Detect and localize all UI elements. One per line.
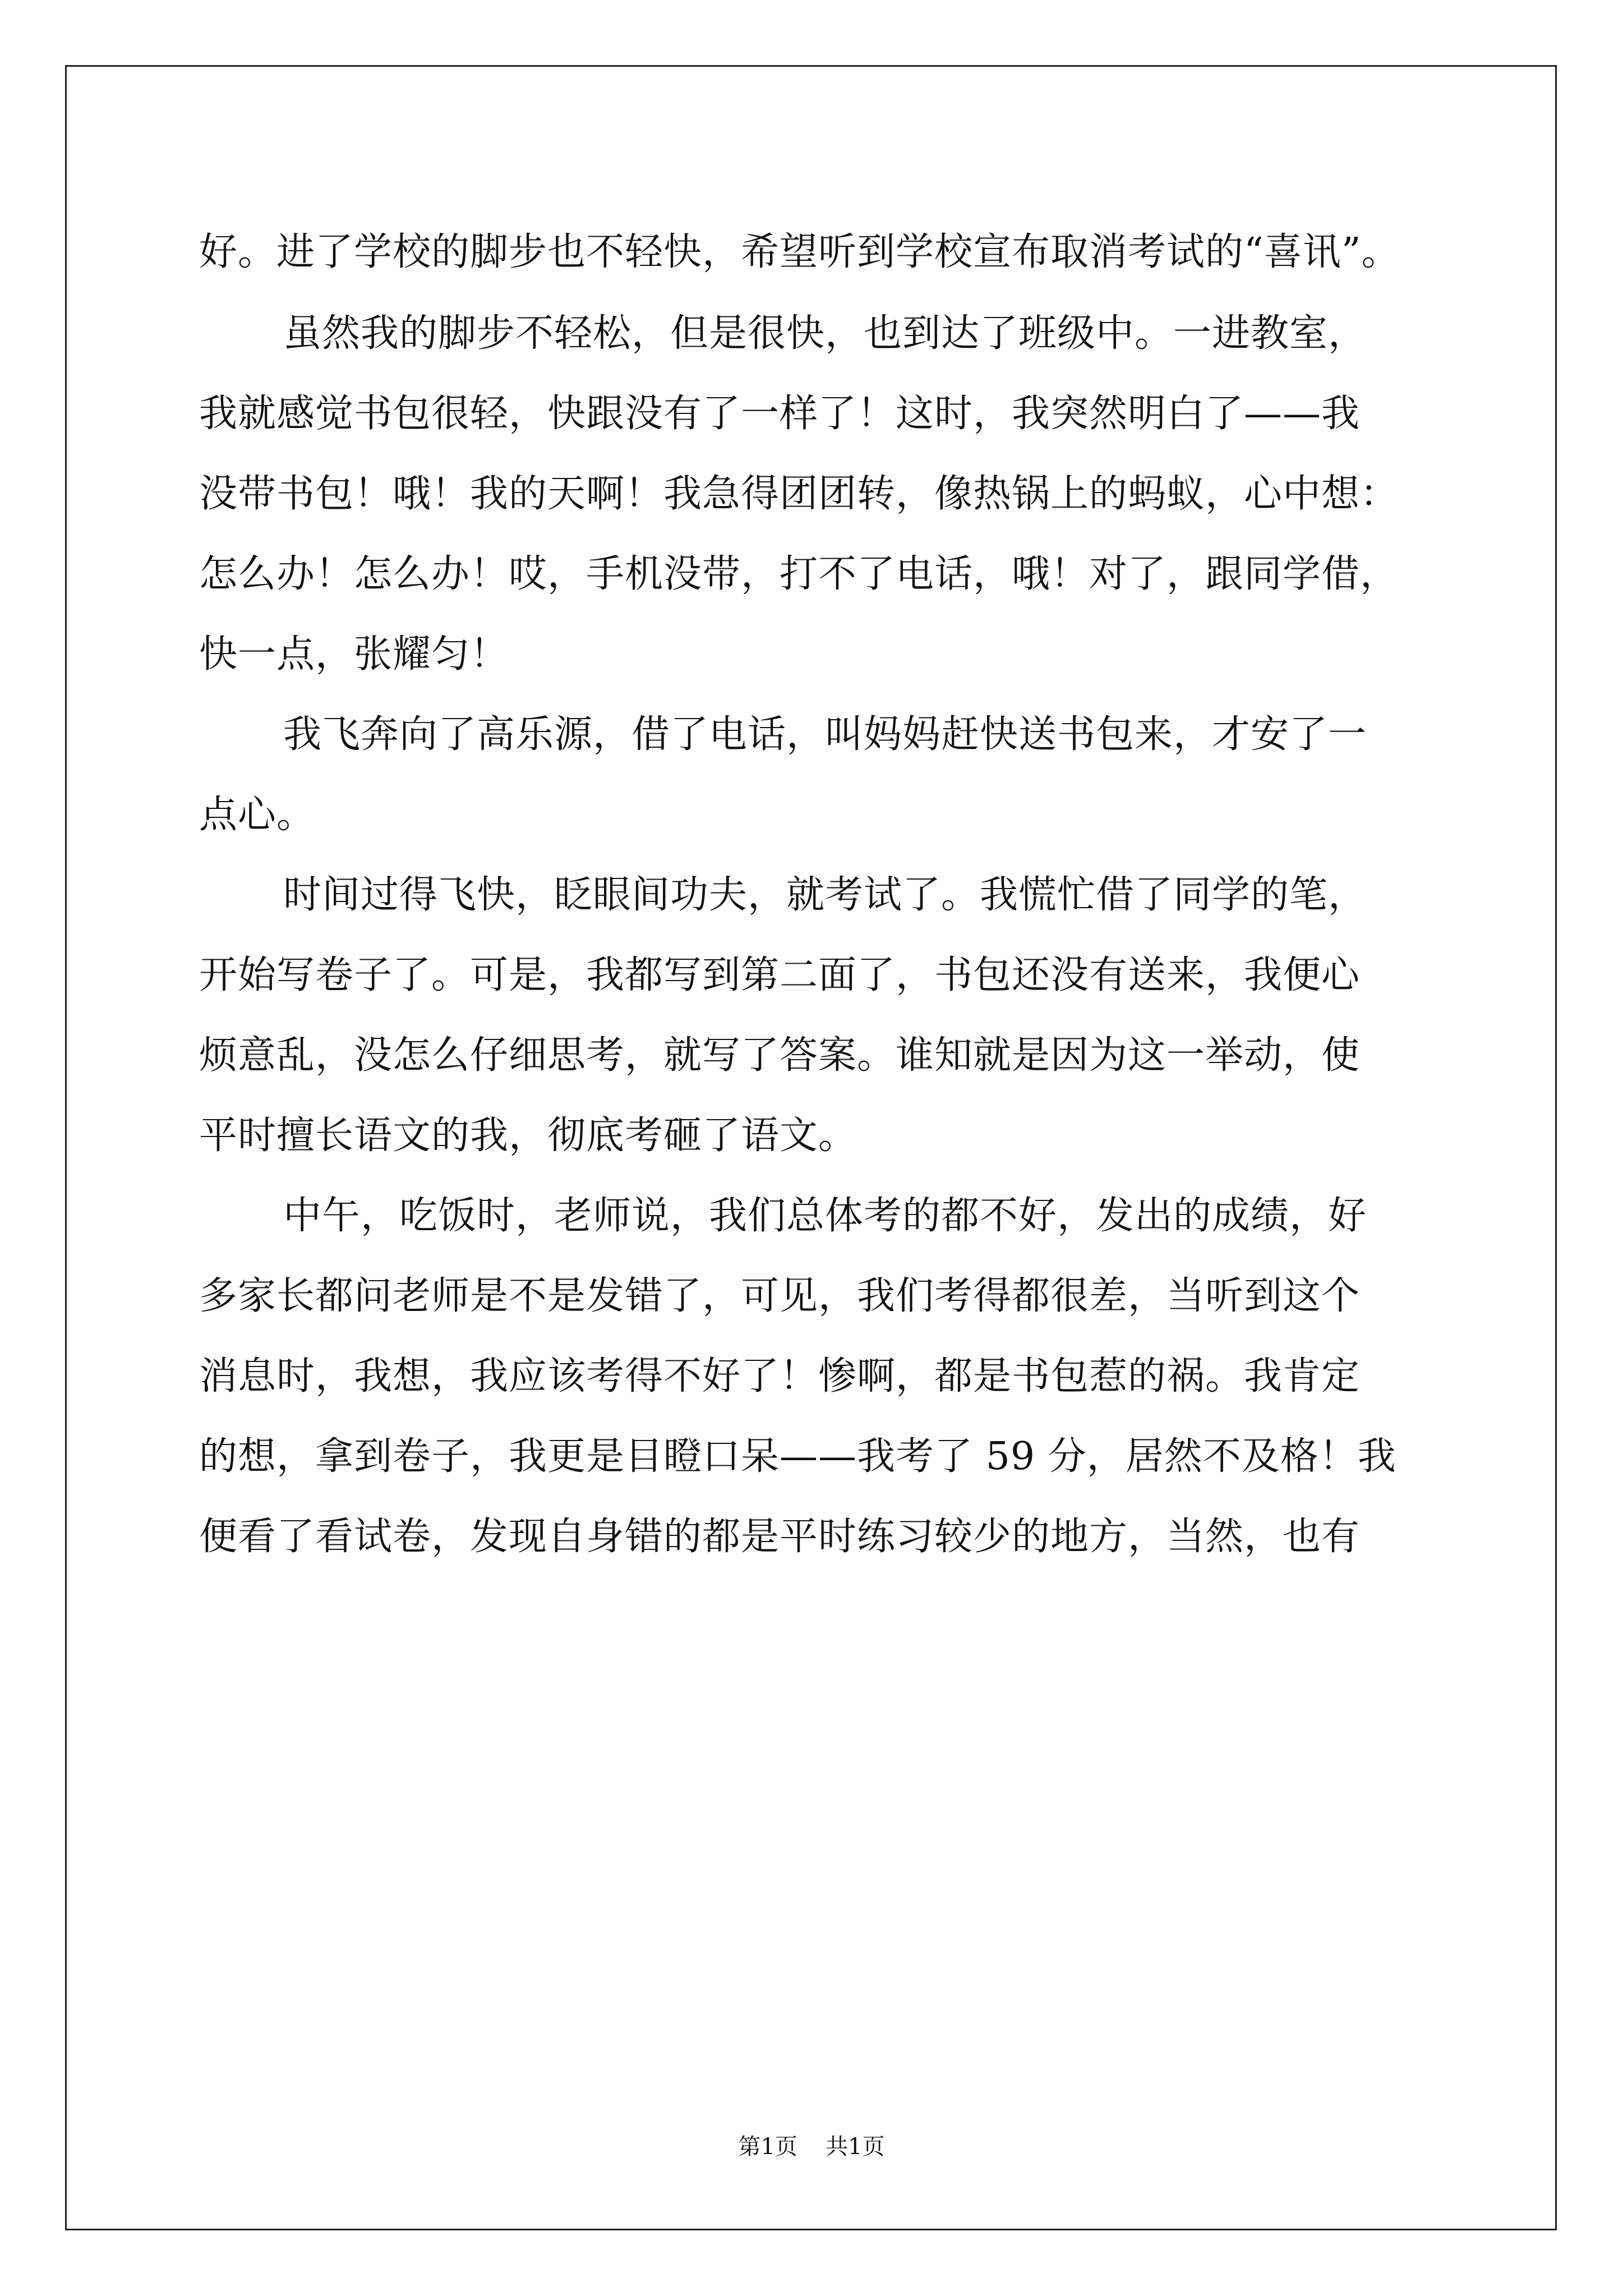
- text-line: 我就感觉书包很轻，快跟没有了一样了！这时，我突然明白了——我: [199, 392, 1361, 436]
- text-line: 便看了看试卷，发现自身错的都是平时练习较少的地方，当然，也有: [199, 1515, 1361, 1559]
- text-line: 多家长都问老师是不是发错了，可见，我们考得都很差，当听到这个: [199, 1274, 1361, 1318]
- text-line: 平时擅长语文的我，彻底考砸了语文。: [199, 1114, 857, 1158]
- page-total: 共1页: [826, 2134, 885, 2160]
- text-line: 消息时，我想，我应该考得不好了！惨啊，都是书包惹的祸。我肯定: [199, 1354, 1361, 1398]
- page-footer: [0, 2129, 1623, 2161]
- paragraph-start-line: 我飞奔向了高乐源，借了电话，叫妈妈赶快送书包来，才安了一: [283, 712, 1367, 757]
- text-line: 点心。: [199, 793, 316, 837]
- text-line: 好。进了学校的脚步也不轻快，希望听到学校宣布取消考试的“喜讯”。: [199, 230, 1400, 274]
- paragraph-start-line: 虽然我的脚步不轻松，但是很快，也到达了班级中。一进教室，: [283, 311, 1367, 356]
- text-line: 开始写卷子了。可是，我都写到第二面了，书包还没有送来，我便心: [199, 953, 1361, 997]
- text-line: 烦意乱，没怎么仔细思考，就写了答案。谁知就是因为这一举动，使: [199, 1033, 1361, 1078]
- text-line: 没带书包！哦！我的天啊！我急得团团转，像热锅上的蚂蚁，心中想：: [199, 472, 1399, 516]
- paragraph-start-line: 中午，吃饭时，老师说，我们总体考的都不好，发出的成绩，好: [283, 1194, 1367, 1238]
- text-line: 的想，拿到卷子，我更是目瞪口呆——我考了 59 分，居然不及格！我: [199, 1434, 1396, 1479]
- paragraph-start-line: 时间过得飞快，眨眼间功夫，就考试了。我慌忙借了同学的笔，: [283, 873, 1367, 917]
- text-line: 怎么办！怎么办！哎，手机没带，打不了电话，哦！对了，跟同学借，: [199, 552, 1399, 596]
- text-line: 快一点，张耀匀！: [199, 632, 509, 677]
- page-number: 第1页: [738, 2134, 797, 2160]
